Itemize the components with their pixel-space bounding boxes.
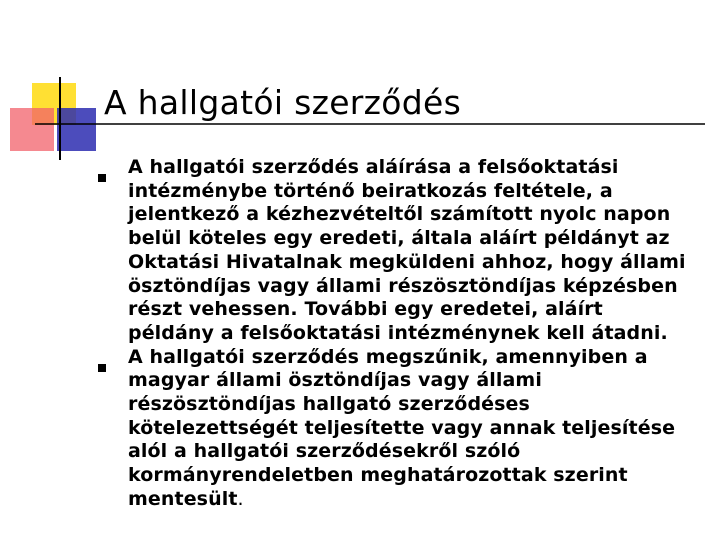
slide-title: A hallgatói szerződés xyxy=(104,83,462,122)
bullet-text xyxy=(128,156,694,346)
square-bullet-icon xyxy=(98,174,106,182)
decoration-blue-square xyxy=(57,108,96,151)
bullet-item xyxy=(94,156,694,346)
bullet-text xyxy=(128,346,694,512)
bullet-body: A hallgatói szerződés aláírása a felsőoktatási intézménybe történő beiratkozás feltétele, a jelentkező a kézhezvételtől számított nyolc napon belül köteles egy eredeti, általa aláírt példányt az Oktatási Hivatalnak megküldeni ahhoz, hogy állami ösztöndíjas vagy állami részösztöndíjas képzésben részt vehessen. További egy eredetei, aláírt példány a felsőoktatási intézménynek kell átadni. xyxy=(128,156,686,344)
square-bullet-icon xyxy=(98,364,106,372)
bullet-suffix: . xyxy=(237,487,244,510)
bullet-list xyxy=(94,156,694,512)
bullet-item xyxy=(94,346,694,512)
decoration-red-square xyxy=(10,108,54,151)
bullet-body: A hallgatói szerződés megszűnik, amennyiben a magyar állami ösztöndíjas vagy állami részösztöndíjas hallgató szerződéses kötelezettségét teljesítette vagy annak teljesítése alól a hallgatói szerződésekről szóló kormányrendeletben meghatározottak szerint mentesült xyxy=(128,345,676,510)
